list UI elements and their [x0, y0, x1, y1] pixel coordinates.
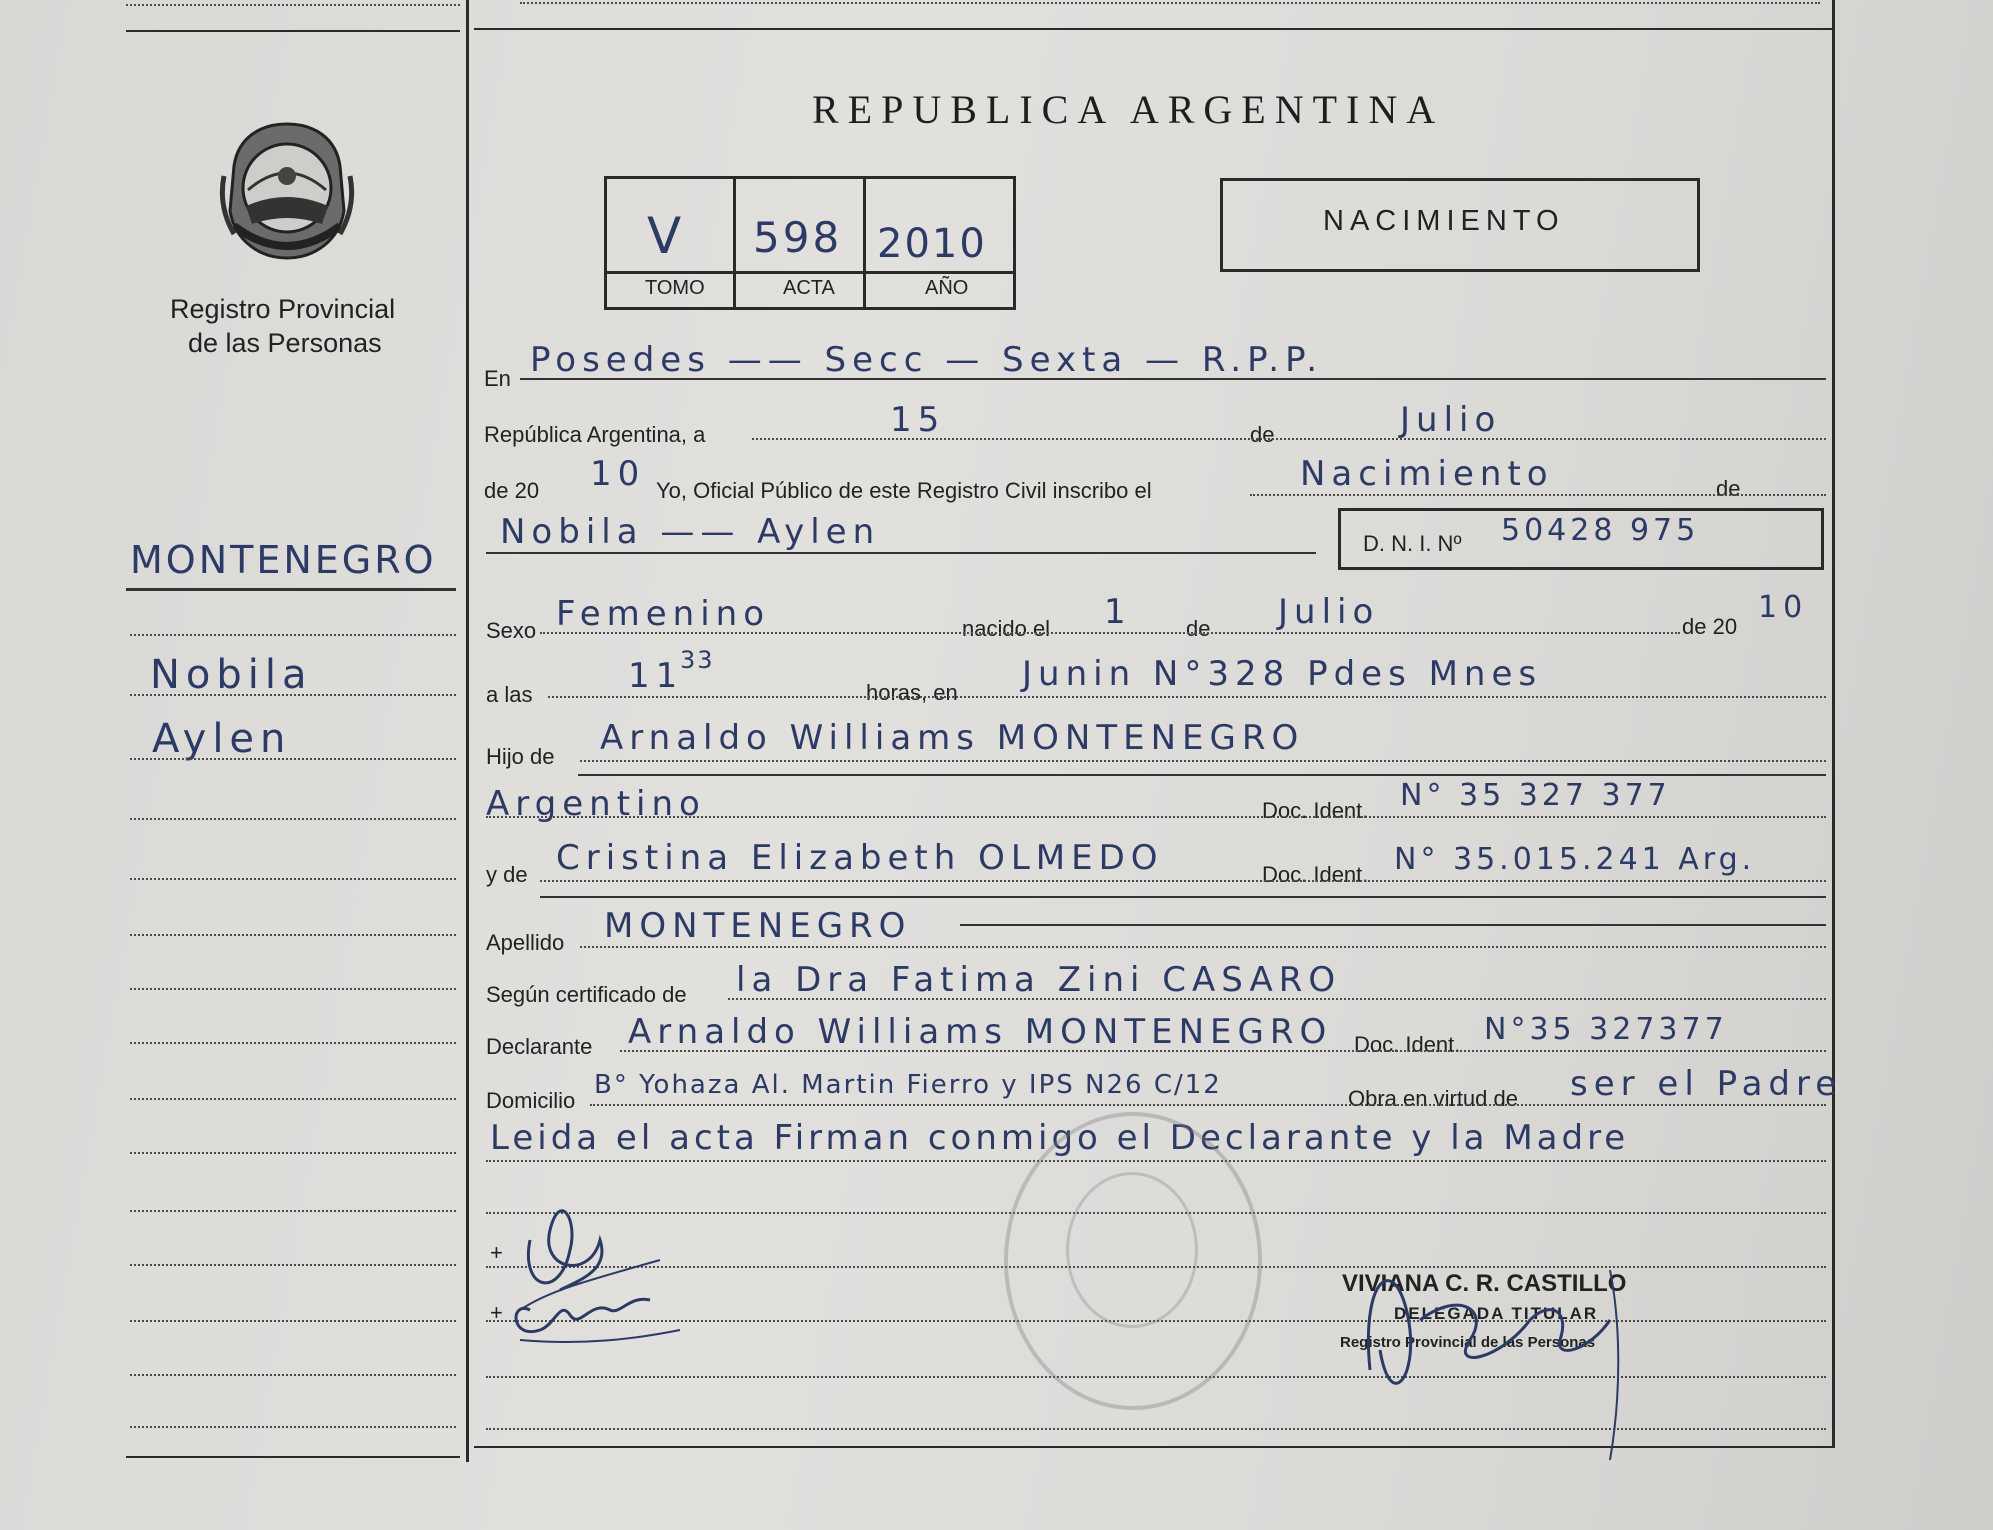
doc-label-2: Doc. Ident.	[1262, 862, 1369, 887]
place-value: Junin N°328 Pdes Mnes	[1022, 654, 1543, 694]
margin-line	[130, 1210, 456, 1212]
de-label-b: de	[1716, 476, 1741, 501]
act-type-box	[1220, 178, 1700, 272]
alas-line	[548, 696, 1826, 698]
hijo-solid-line	[578, 774, 1826, 776]
father-nationality: Argentino	[486, 784, 706, 824]
yde-line	[540, 880, 1826, 882]
stamp-role: DELEGADA TITULAR	[1394, 1304, 1599, 1323]
yde-label: y de	[486, 862, 528, 887]
hour-value: 11	[628, 656, 684, 696]
en-label: En	[484, 366, 511, 391]
horas-label: horas, en	[866, 680, 958, 705]
right-frame-border	[1832, 0, 1835, 1448]
doc-label-3: Doc. Ident.	[1354, 1032, 1461, 1057]
margin-line	[130, 818, 456, 820]
apellido-line	[580, 946, 1826, 948]
official-signature-icon	[1360, 1150, 1680, 1470]
stamp-name: VIVIANA C. R. CASTILLO	[1342, 1270, 1627, 1297]
child-name-line	[486, 552, 1316, 554]
en-value: Posedes —— Secc — Sexta — R.P.P.	[530, 340, 1324, 380]
father-doc: N° 35 327 377	[1400, 778, 1671, 813]
domicilio-value: B° Yohaza Al. Martin Fierro y IPS N26 C/12	[594, 1070, 1222, 1100]
margin-line	[130, 634, 456, 636]
record-number-box	[604, 176, 1016, 310]
nacido-label: nacido el	[962, 616, 1051, 641]
top-dotted-left	[126, 4, 460, 6]
act-type-label: NACIMIENTO	[1323, 205, 1565, 237]
dni-value: 50428 975	[1501, 513, 1700, 548]
sexo-value: Femenino	[556, 594, 770, 634]
acta-label: ACTA	[783, 277, 835, 299]
certificado-line	[728, 998, 1826, 1000]
signature-mark-2: +	[490, 1300, 503, 1325]
apellido-value: MONTENEGRO	[604, 906, 912, 946]
day-value: 15	[890, 400, 946, 440]
de-label-a: de	[1250, 422, 1275, 447]
margin-line	[130, 1042, 456, 1044]
dni-box	[1338, 508, 1824, 570]
republica-line	[752, 438, 1826, 440]
margin-surname: MONTENEGRO	[130, 538, 437, 582]
leida-text: Leida el acta Firman conmigo el Declarante y la Madre	[490, 1118, 1630, 1158]
margin-bottom-rule	[126, 1456, 460, 1458]
year-value: 10	[590, 454, 646, 494]
yde-solid-line	[540, 896, 1826, 898]
margin-line	[130, 934, 456, 936]
margin-line	[130, 1264, 456, 1266]
margin-line	[130, 1098, 456, 1100]
de-label-c: de	[1186, 616, 1211, 641]
anio-label: AÑO	[925, 277, 969, 299]
page-title: REPUBLICA ARGENTINA	[812, 87, 1445, 132]
margin-line	[130, 1374, 456, 1376]
apellido-solid-line	[960, 924, 1826, 926]
obra-value: ser el Padre	[1570, 1064, 1843, 1104]
declarante-label: Declarante	[486, 1034, 593, 1059]
mother-doc: N° 35.015.241 Arg.	[1394, 842, 1756, 877]
margin-surname-underline	[126, 588, 456, 591]
margin-line	[130, 694, 456, 696]
apellido-label: Apellido	[486, 930, 565, 955]
birth-year: 10	[1758, 590, 1809, 625]
minute-value: 33	[680, 646, 715, 674]
acta-value: 598	[753, 213, 843, 262]
hijo-label: Hijo de	[486, 744, 555, 769]
mother-name: Cristina Elizabeth OLMEDO	[556, 838, 1164, 878]
republica-label: República Argentina, a	[484, 422, 706, 447]
margin-line	[130, 878, 456, 880]
top-dotted-right	[520, 2, 1820, 4]
margin-line	[130, 1152, 456, 1154]
obra-label: Obra en virtud de	[1348, 1086, 1518, 1111]
alas-label: a las	[486, 682, 533, 707]
mother-signature-icon	[500, 1270, 700, 1360]
top-rule-right	[474, 28, 1832, 30]
margin-line	[130, 1320, 456, 1322]
registry-name-line1: Registro Provincial	[170, 294, 396, 324]
dni-label: D. N. I. Nº	[1363, 531, 1462, 556]
top-rule-left	[126, 30, 460, 32]
certificado-value: la Dra Fatima Zini CASARO	[736, 960, 1342, 1000]
birth-day: 1	[1104, 592, 1132, 632]
left-column-border	[466, 0, 469, 1462]
margin-line	[130, 988, 456, 990]
domicilio-label: Domicilio	[486, 1088, 576, 1113]
margin-line	[130, 758, 456, 760]
official-seal-inner	[1066, 1172, 1198, 1328]
signature-mark-1: +	[490, 1240, 503, 1265]
certificado-label: Según certificado de	[486, 982, 687, 1007]
margin-name1: Nobila	[150, 652, 313, 698]
hijo-line	[580, 760, 1826, 762]
oficial-label: Yo, Oficial Público de este Registro Civil inscribo el	[656, 478, 1152, 503]
misiones-emblem-icon	[214, 116, 360, 266]
anio-value: 2010	[877, 221, 987, 267]
en-line	[520, 378, 1826, 380]
birth-month: Julio	[1278, 592, 1380, 632]
nationality-line	[486, 816, 1826, 818]
margin-line	[130, 1426, 456, 1428]
doc-label-1: Doc. Ident.	[1262, 798, 1369, 823]
stamp-office: Registro Provincial de las Personas	[1340, 1334, 1596, 1351]
domicilio-line	[590, 1104, 1826, 1106]
declarante-line	[620, 1050, 1826, 1052]
oficial-line	[1250, 494, 1826, 496]
year-prefix-label: de 20	[484, 478, 540, 503]
margin-name2: Aylen	[152, 716, 292, 762]
father-name: Arnaldo Williams MONTENEGRO	[600, 718, 1305, 758]
declarante-doc: N°35 327377	[1484, 1012, 1728, 1047]
tomo-value: V	[647, 207, 688, 265]
month-value: Julio	[1400, 400, 1502, 440]
declarante-value: Arnaldo Williams MONTENEGRO	[628, 1012, 1333, 1052]
sexo-label: Sexo	[486, 618, 537, 643]
tomo-label: TOMO	[645, 277, 705, 299]
year-label-2: de 20	[1682, 614, 1738, 639]
inscribe-value: Nacimiento	[1300, 454, 1554, 494]
registry-name-line2: de las Personas	[188, 328, 382, 358]
child-name: Nobila —— Aylen	[500, 512, 881, 552]
sexo-line	[540, 632, 1680, 634]
